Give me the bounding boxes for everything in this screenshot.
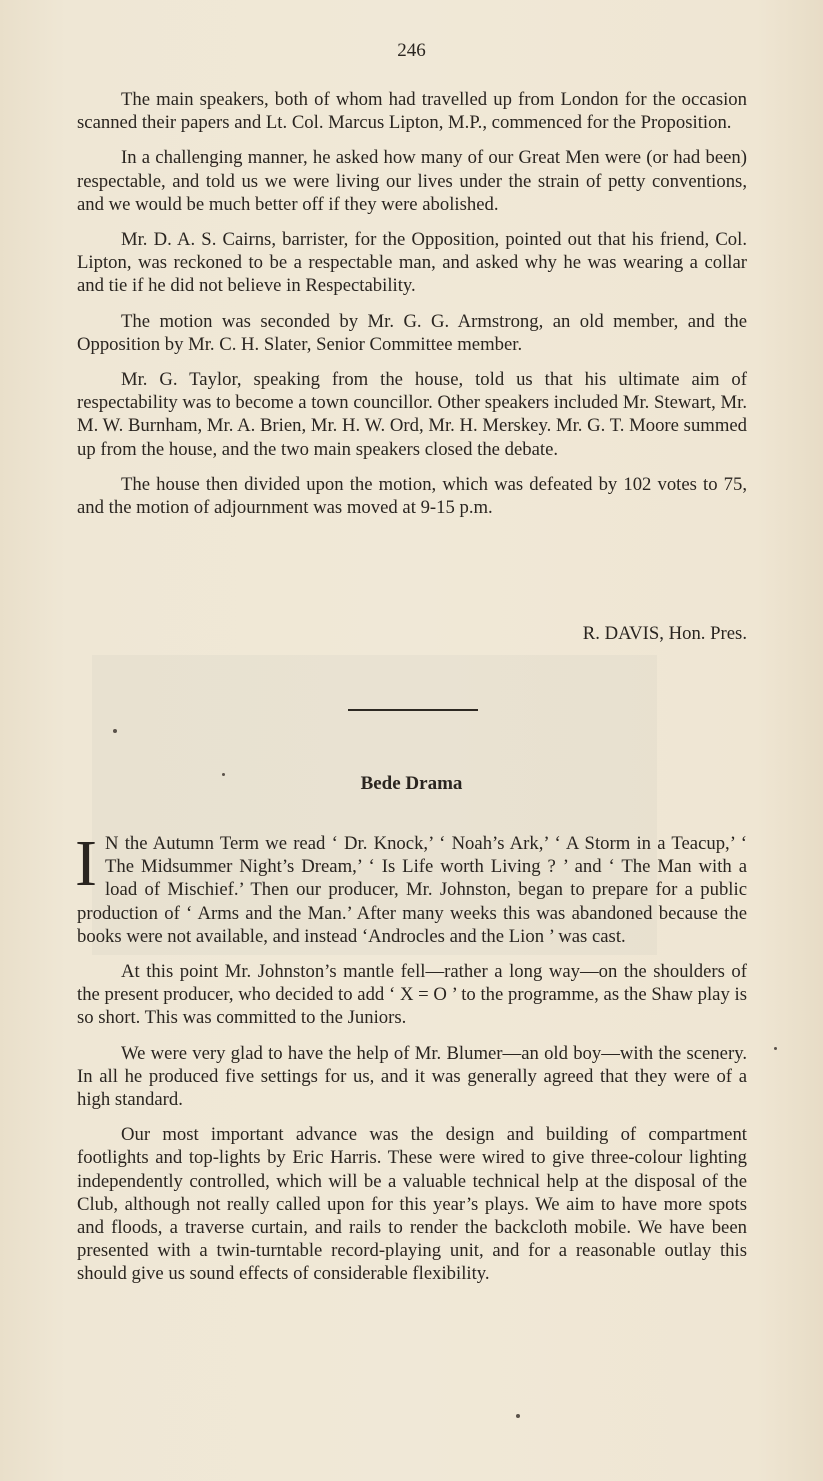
- drama-paragraph: We were very glad to have the help of Mr. Blumer—an old boy—with the scenery. In all he produced five settings for us, and it was generally agreed that they were of a high standard.: [77, 1042, 747, 1111]
- drama-paragraph: At this point Mr. Johnston’s mantle fell—rather a long way—on the shoulders of the present producer, who decided to add ‘ X = O ’ to the programme, as the Shaw play is so short. This was committed to the Juniors.: [77, 961, 747, 1029]
- drama-first-paragraph-text: N the Autumn Term we read ‘ Dr. Knock,’ ‘ Noah’s Ark,’ ‘ A Storm in a Teacup,’ ‘ The Midsummer Night’s Dream,’ ‘ Is Life worth Living ? ’ and ‘ The Man with a load of Mischief.’ Then our producer, Mr. Johnston, began to prepare for a public production of ‘ Arms and the Man.’ After many weeks this was abandoned because the books were not available, and instead ‘Androcles and the Lion ’ was cast.: [77, 833, 747, 947]
- ink-speck: [516, 1414, 520, 1418]
- debate-paragraph: Mr. D. A. S. Cairns, barrister, for the Opposition, pointed out that his friend, Col. Lipton, was reckoned to be a respectable man, and asked why he was wearing a collar and tie if he did not believe in Respectability.: [77, 229, 747, 297]
- debate-paragraph: The motion was seconded by Mr. G. G. Armstrong, an old member, and the Opposition by Mr. C. H. Slater, Senior Committee member.: [77, 310, 747, 355]
- debate-paragraph: The main speakers, both of whom had travelled up from London for the occasion scanned their papers and Lt. Col. Marcus Lipton, M.P., commenced for the Proposition.: [77, 89, 747, 134]
- section-heading: Bede Drama: [360, 773, 463, 794]
- debate-report: [77, 88, 747, 519]
- drop-cap: I: [75, 827, 97, 900]
- drama-paragraph: Our most important advance was the design and building of compartment footlights and top-lights by Eric Harris. These were wired to give three-colour lighting independently controlled, which will be a valuable technical help at the disposal of the Club, although not really called upon for this year’s plays. We aim to have more spots and floods, a traverse curtain, and rails to render the backcloth mobile. We have been presented with a twin-turntable record-playing unit, and for a reasonable outlay this should give us sound effects of considerable flexibility.: [77, 1124, 747, 1285]
- debate-paragraph: Mr. G. Taylor, speaking from the house, told us that his ultimate aim of respectability was to become a town councillor. Other speakers included Mr. Stewart, Mr. M. W. Burnham, Mr. A. Brien, Mr. H. W. Ord, Mr. H. Merskey. Mr. G. T. Moore summed up from the house, and the two main speakers closed the debate.: [77, 369, 747, 460]
- signature: R. DAVIS, Hon. Pres.: [582, 623, 747, 644]
- drama-first-paragraph: [75, 827, 747, 948]
- drama-report: [75, 827, 747, 1286]
- debate-paragraph: In a challenging manner, he asked how many of our Great Men were (or had been) respectable, and told us we were living our lives under the strain of petty conventions, and we would be much better off if they were abolished.: [77, 147, 747, 215]
- page-number: 246: [397, 40, 426, 61]
- ink-speck: [113, 729, 117, 733]
- ink-speck: [774, 1047, 777, 1050]
- ink-speck: [222, 773, 225, 776]
- debate-paragraph: The house then divided upon the motion, which was defeated by 102 votes to 75, and the motion of adjournment was moved at 9-15 p.m.: [77, 473, 747, 519]
- section-divider: [348, 709, 478, 711]
